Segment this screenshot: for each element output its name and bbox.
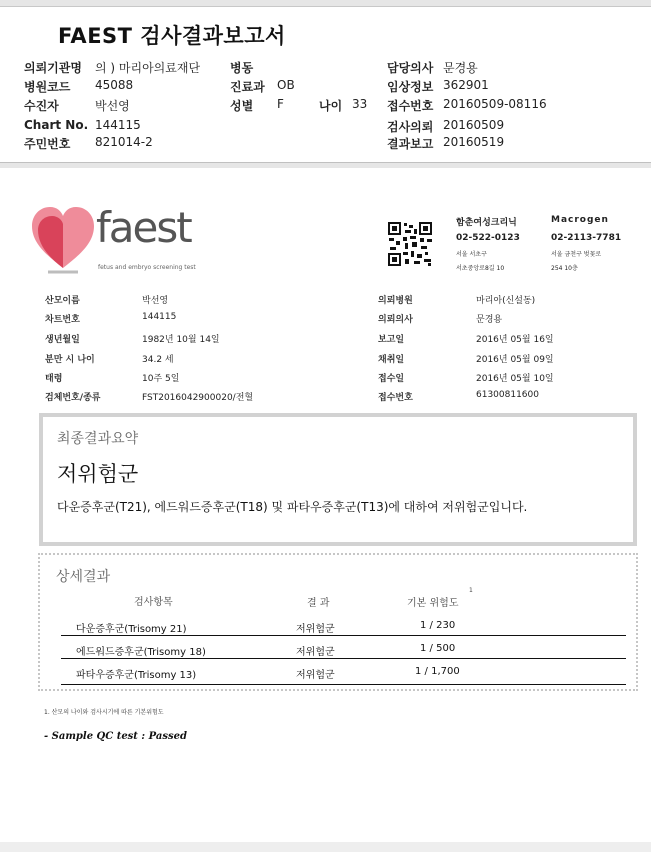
bottom-band [0,842,651,852]
contact-2-address-2: 254 10층 [551,265,578,272]
header-label-receipt-no: 접수번호 [387,99,434,113]
table-row-risk: 1 / 500 [420,643,456,654]
header-label-chart-no: Chart No. [24,118,89,132]
brand-tagline: fetus and embryo screening test [98,264,196,271]
patient-label-collection-date: 채취일 [378,355,405,365]
header-value-institution: 의 ) 마리아의료재단 [95,61,201,75]
summary-result: 저위험군 [57,462,139,486]
patient-label-delivery-age: 분만 시 나이 [45,355,95,365]
patient-label-specimen: 검체번호/종류 [45,393,101,403]
patient-label-gestation: 태령 [45,374,63,384]
header-value-result-report: 20160519 [443,135,505,149]
patient-value-hospital: 마리아(신설동) [476,296,536,306]
header-label-department: 진료과 [230,80,265,94]
qc-status: - Sample QC test : Passed [44,731,187,742]
header-label-patient: 수진자 [24,99,59,113]
table-row-item: 다운증후군(Trisomy 21) [76,624,187,635]
contact-1-name: 함춘여성크리닉 [456,218,517,228]
table-row-risk: 1 / 230 [420,620,456,631]
brand-wordmark: faest [96,203,191,252]
patient-value-report-date: 2016년 05월 16일 [476,335,554,345]
contact-1-phone: 02-522-0123 [456,233,520,243]
table-row-divider [61,658,626,659]
report-title: FAEST 검사결과보고서 [58,24,286,48]
column-header-risk: 기본 위험도 [407,598,459,609]
patient-value-gestation: 10주 5일 [142,374,180,384]
header-value-id-number: 821014-2 [95,135,153,149]
header-label-test-request: 검사의뢰 [387,120,434,134]
summary-heading: 최종결과요약 [57,431,139,447]
column-header-result: 결 과 [307,598,330,609]
patient-value-doctor: 문경용 [476,315,503,325]
patient-label-chart: 차트번호 [45,315,80,325]
header-value-test-request: 20160509 [443,118,505,132]
footnote: 1. 산모의 나이와 검사시기에 따른 기본위험도 [44,709,164,716]
table-row-risk: 1 / 1,700 [415,666,460,677]
top-band [0,0,651,7]
table-row-result: 저위험군 [296,670,335,681]
patient-value-delivery-age: 34.2 세 [142,355,174,365]
table-row-result: 저위험군 [296,647,335,658]
table-row-result: 저위험군 [296,624,335,635]
contact-2-phone: 02-2113-7781 [551,233,622,243]
patient-label-hospital: 의뢰병원 [378,296,413,306]
patient-value-specimen: FST2016042900020/전혈 [142,393,254,403]
patient-label-name: 산모이름 [45,296,80,306]
contact-1-address-1: 서울 서초구 [456,251,487,258]
header-value-receipt-no: 20160509-08116 [443,97,547,111]
patient-value-receipt-date: 2016년 05월 10일 [476,374,554,384]
header-value-department: OB [277,78,295,92]
qr-code-icon [387,221,433,267]
patient-label-receipt-no: 접수번호 [378,393,413,403]
header-label-hospital-code: 병원코드 [24,80,71,94]
table-row-item: 에드워드증후군(Trisomy 18) [76,647,206,658]
header-label-ward: 병동 [230,61,254,75]
heart-logo-icon [28,202,98,274]
section-divider [0,162,651,168]
detail-heading: 상세결과 [56,569,111,585]
header-label-sex: 성별 [230,99,254,113]
patient-value-collection-date: 2016년 05월 09일 [476,355,554,365]
header-label-id-number: 주민번호 [24,137,71,151]
table-row-divider [61,635,626,636]
patient-label-report-date: 보고일 [378,335,405,345]
contact-2-address-1: 서울 금천구 벚꽃로 [551,251,602,258]
patient-label-doctor: 의뢰의사 [378,315,413,325]
header-value-hospital-code: 45088 [95,78,134,92]
patient-label-receipt-date: 접수일 [378,374,405,384]
header-label-clinical-info: 임상정보 [387,80,434,94]
patient-value-birthdate: 1982년 10월 14일 [142,335,220,345]
header-value-doctor: 문경용 [443,61,478,75]
table-row-divider [61,684,626,685]
contact-1-address-2: 서초중앙로8길 10 [456,265,505,272]
table-row-item: 파타우증후군(Trisomy 13) [76,670,197,681]
patient-value-receipt-no: 61300811600 [476,390,539,400]
header-label-age: 나이 [319,99,343,113]
patient-label-birthdate: 생년월일 [45,335,80,345]
contact-2-name: Macrogen [551,215,609,225]
summary-text: 다운증후군(T21), 에드워드증후군(T18) 및 파타우증후군(T13)에 대하여 저위험군입니다. [57,500,528,514]
patient-value-name: 박선영 [142,296,169,306]
header-value-sex: F [277,97,284,111]
header-value-chart-no: 144115 [95,118,141,132]
header-label-result-report: 결과보고 [387,137,434,151]
header-value-age: 33 [352,97,368,111]
header-label-doctor: 담당의사 [387,61,434,75]
column-header-footnote-mark: 1 [469,587,473,594]
column-header-item: 검사항목 [134,597,173,608]
header-value-patient: 박선영 [95,99,130,113]
header-label-institution: 의뢰기관명 [24,61,82,75]
header-value-clinical-info: 362901 [443,78,489,92]
patient-value-chart: 144115 [142,312,177,322]
